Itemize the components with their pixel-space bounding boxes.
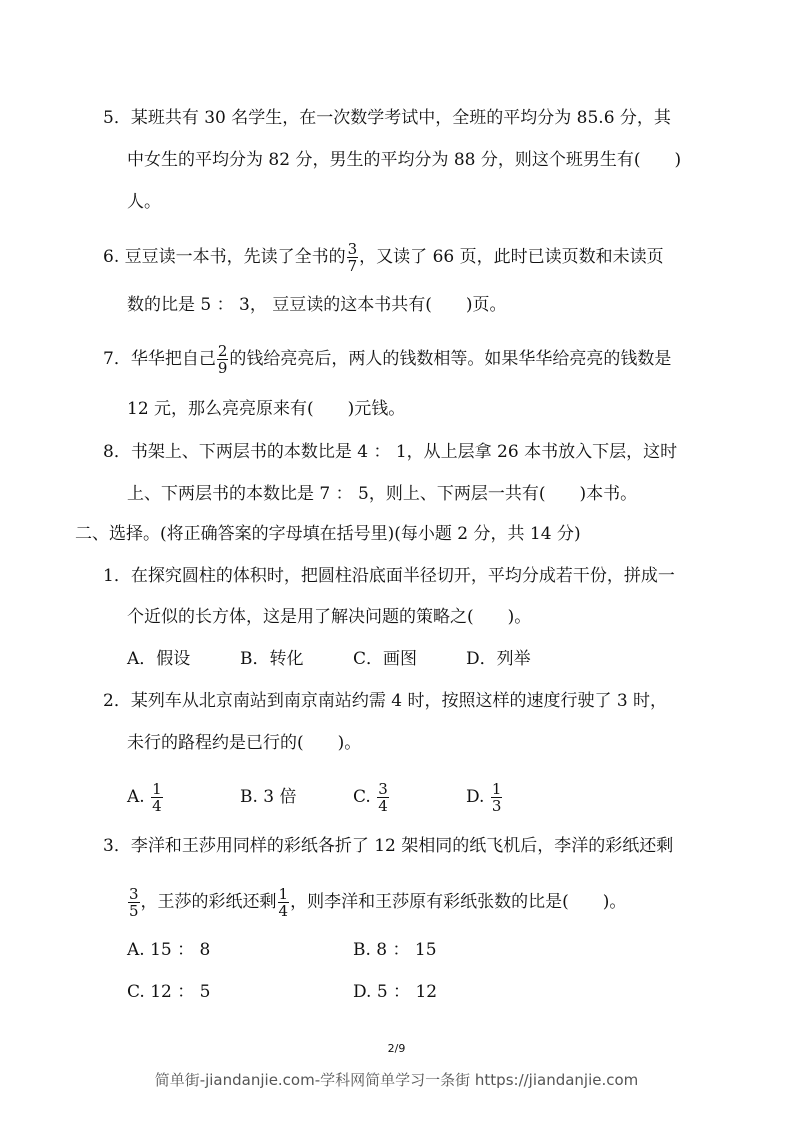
q7-line2: 12 元，那么亮亮原来有( )元钱。: [127, 399, 406, 419]
c3-options-row1: [127, 938, 437, 962]
c1-option-d: D．列举: [466, 649, 531, 669]
q5-line2: 中女生的平均分为 82 分，男生的平均分为 88 分，则这个班男生有( ): [127, 150, 682, 170]
q8-line2: 上、下两层书的本数比是 7 ： 5，则上、下两层一共有( )本书。: [127, 484, 638, 504]
c1-option-a: A．假设: [127, 649, 191, 669]
q7-frac-den: 9: [217, 359, 228, 377]
c2-option-d-num: 1: [491, 780, 502, 798]
c3-line1: 3．李洋和王莎用同样的彩纸各折了 12 架相同的纸飞机后，李洋的彩纸还剩: [103, 836, 674, 856]
c1-option-b: B．转化: [240, 649, 304, 669]
c2-option-a-fraction: [151, 781, 163, 814]
c3-option-a: A. 15 ： 8: [127, 940, 211, 960]
c2-option-c: [353, 781, 466, 814]
c2-option-a-den: 4: [152, 797, 162, 815]
c2-option-d-den: 3: [491, 797, 502, 815]
c3-frac1-num: 3: [129, 885, 139, 903]
q5-line3: 人。: [127, 192, 161, 212]
c2-option-a-num: 1: [152, 780, 162, 798]
c1-line1: 1．在探究圆柱的体积时，把圆柱沿底面半径切开，平均分成若干份，拼成一: [103, 566, 675, 586]
q6-text-a: 6. 豆豆读一本书，先读了全书的: [103, 247, 346, 267]
c3-frac2-den: 4: [278, 902, 289, 920]
c2-options: [127, 781, 503, 814]
c3-fraction-2: [278, 886, 290, 919]
q6-frac-num: 3: [347, 240, 358, 258]
q6-frac-den: 7: [347, 257, 358, 275]
q8-line1: 8．书架上、下两层书的本数比是 4 ： 1，从上层拿 26 本书放入下层，这时: [103, 442, 678, 462]
q7-text-b: 的钱给亮亮后，两人的钱数相等。如果华华给亮亮的钱数是: [229, 349, 672, 369]
page-number: 2/9: [387, 1042, 406, 1055]
c1-line2: 个近似的长方体，这是用了解决问题的策略之( )。: [127, 607, 532, 627]
c2-option-c-den: 4: [378, 797, 388, 815]
c3-frac1-den: 5: [129, 902, 139, 920]
c1-option-c: C．画图: [353, 649, 418, 669]
c2-option-c-label: C.: [353, 787, 371, 807]
q6-text-b: ，又读了 66 页，此时已读页数和未读页: [359, 247, 664, 267]
q6-fraction: [347, 241, 359, 274]
q5-line1: 5．某班共有 30 名学生，在一次数学考试中，全班的平均分为 85.6 分，其: [103, 108, 671, 128]
c3-line2: [127, 886, 626, 919]
q7-text-a: 7．华华把自己: [103, 349, 216, 369]
c3-fraction-1: [128, 886, 140, 919]
c2-option-d-label: D.: [466, 787, 485, 807]
q7-fraction: [217, 343, 229, 376]
c2-option-a-label: A.: [127, 787, 145, 807]
c3-option-d: D. 5 ： 12: [353, 982, 438, 1002]
section2-title: 二、选择。(将正确答案的字母填在括号里)(每小题 2 分，共 14 分): [75, 524, 581, 544]
q7-line1: [103, 343, 671, 376]
c3-option-b: B. 8 ： 15: [353, 940, 437, 960]
q6-line1: [103, 241, 664, 274]
c1-options: [127, 647, 531, 671]
c2-option-c-fraction: [377, 781, 389, 814]
c2-line1: 2．某列车从北京南站到南京南站约需 4 时，按照这样的速度行驶了 3 时，: [103, 691, 668, 711]
c2-option-a: [127, 781, 240, 814]
c3-option-c: C. 12 ： 5: [127, 982, 211, 1002]
c3-text-tail: ，则李洋和王莎原有彩纸张数的比是( )。: [290, 892, 627, 912]
q7-frac-num: 2: [217, 342, 228, 360]
c2-option-d: [466, 780, 503, 815]
c3-options-row2: [127, 980, 437, 1004]
c3-frac2-num: 1: [278, 885, 289, 903]
c2-line2: 未行的路程约是已行的( )。: [127, 733, 362, 753]
footer-watermark: 简单街-jiandanjie.com-学科网简单学习一条街 https://jiandanjie.com: [154, 1071, 639, 1089]
c2-option-d-fraction: [491, 781, 503, 814]
q6-line2: 数的比是 5 ： 3， 豆豆读的这本书共有( )页。: [127, 295, 507, 315]
c2-option-c-num: 3: [378, 780, 388, 798]
c2-option-b: B. 3 倍: [240, 787, 297, 807]
c3-text-mid: ，王莎的彩纸还剩: [140, 892, 277, 912]
